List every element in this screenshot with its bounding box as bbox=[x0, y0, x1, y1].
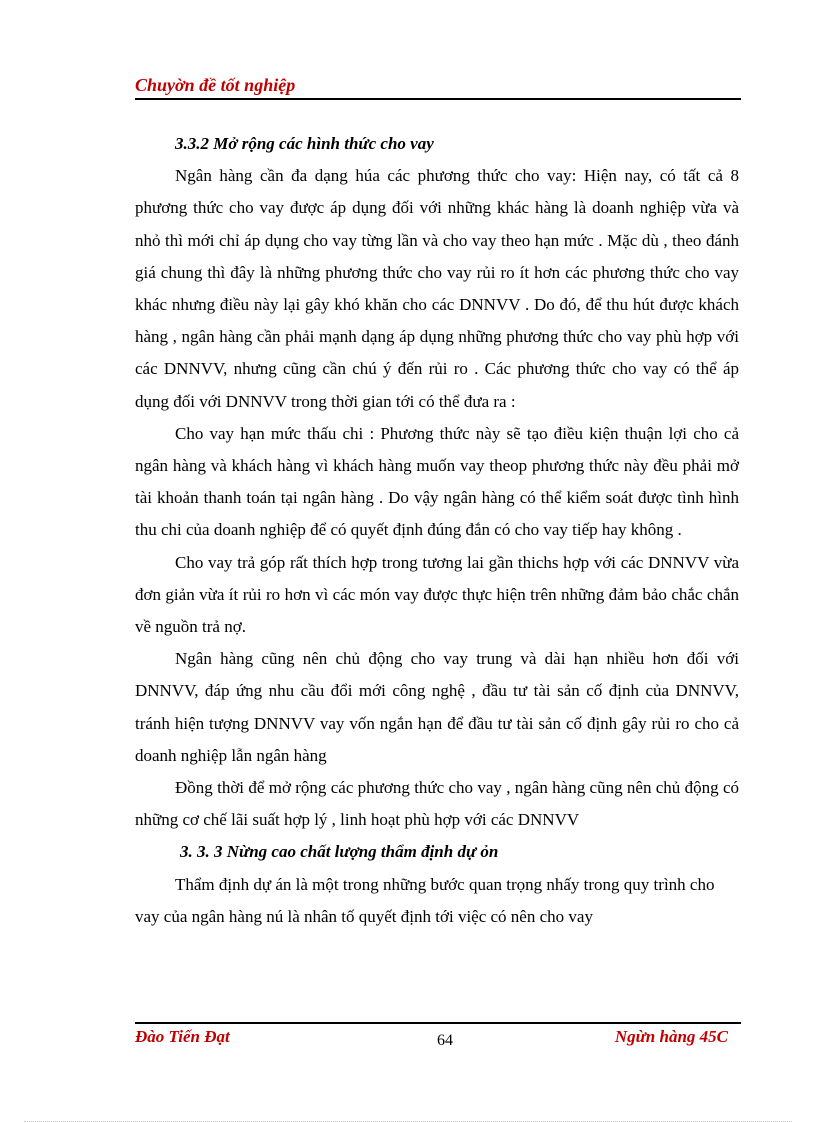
footer-class-name: Ngừn hàng 45C bbox=[614, 1027, 728, 1046]
paragraph: Ngân hàng cũng nên chủ động cho vay trung và dài hạn nhiều hơn đối với DNNVV, đáp ứng nhu cầu đổi mới công nghệ , đầu tư tài sản cố định của DNNVV, tránh hiện tượng DNNVV vay vốn ngắn hạn để đầu tư tài sản cố định gây rủi ro cho cả doanh nghiệp lẫn ngân hàng bbox=[135, 649, 739, 765]
paragraph: Đồng thời để mở rộng các phương thức cho vay , ngân hàng cũng nên chủ động có những cơ chế lãi suất hợp lý , linh hoạt phù hợp với các DNNVV bbox=[135, 778, 739, 830]
document-body bbox=[135, 128, 739, 933]
page-number: 64 bbox=[437, 1032, 453, 1049]
footer-rule bbox=[135, 1022, 741, 1024]
header-title: Chuyờn đề tốt nghiệp bbox=[135, 75, 296, 95]
paragraph: Thẩm định dự án là một trong những bước quan trọng nhấy trong quy trình cho vay của ngân hàng nú là nhân tố quyết định tới việc có nên cho vay bbox=[135, 874, 715, 926]
paragraph: Cho vay trả góp rất thích hợp trong tương lai gần thichs hợp với các DNNVV vừa đơn giản vừa ít rủi ro hơn vì các món vay được thực hiện trên những đảm bảo chắc chắn về nguồn trả nợ. bbox=[135, 552, 739, 637]
paragraph: Cho vay hạn mức thấu chi : Phương thức này sẽ tạo điều kiện thuận lợi cho cả ngân hàng và khách hàng vì khách hàng muốn vay theop phương thức này đều phải mở tài khoản thanh toán tại ngân hàng . Do vậy ngân hàng có thể kiểm soát được tình hình thu chi của doanh nghiệp để có quyết định đúng đắn có cho vay tiếp hay không . bbox=[135, 423, 739, 540]
paragraph: Ngân hàng cần đa dạng húa các phương thức cho vay: Hiện nay, có tất cả 8 phương thức cho vay được áp dụng đối với những khác hàng là doanh nghiệp vừa và nhỏ thì mới chỉ áp dụng cho vay từng lần và cho vay theo hạn mức . Mặc dù , theo đánh giá chung thì đây là những phương thức cho vay rủi ro ít hơn các phương thức cho vay khác nhưng điều này lại gây khó khăn cho các DNNVV . Do đó, để thu hút được khách hàng , ngân hàng cần phải mạnh dạng áp dụng những phương thức cho vay phù hợp với các DNNVV, nhưng cũng cần chú ý đến rủi ro . Các phương thức cho vay có thể áp dụng đối với DNNVV trong thời gian tới có thể đưa ra : bbox=[135, 166, 739, 411]
header-rule bbox=[135, 98, 741, 100]
section-heading-3-3-2: 3.3.2 Mở rộng các hình thức cho vay bbox=[175, 134, 434, 153]
footer-author: Đào Tiến Đạt bbox=[135, 1027, 230, 1046]
page-edge-divider bbox=[24, 1121, 792, 1122]
section-heading-3-3-3: 3. 3. 3 Nừng cao chất lượng thẩm định dự ỏn bbox=[180, 842, 499, 862]
